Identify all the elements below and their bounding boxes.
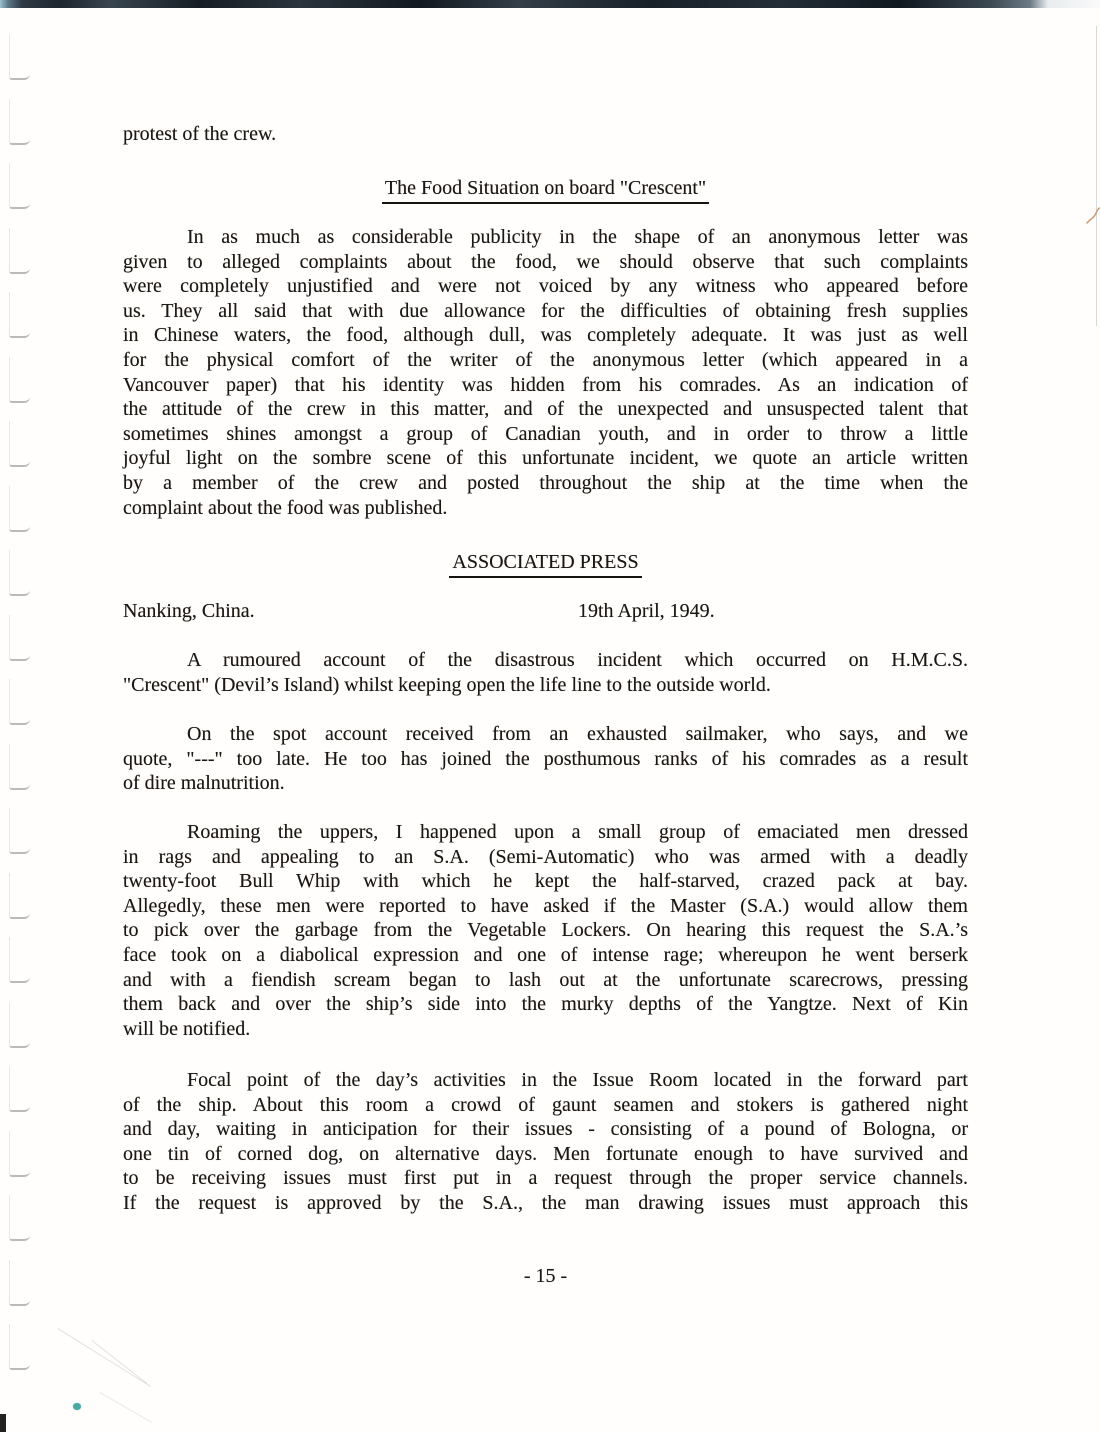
paragraph-line: In as much as considerable publicity in the shape of an anonymous letter was [187, 226, 968, 248]
binding-mark [9, 99, 30, 145]
paragraph-line: to pick over the garbage from the Vegetable Lockers. On hearing this request the S.A.’s [123, 919, 968, 942]
paragraph-line: of dire malnutrition. [123, 772, 285, 795]
paragraph-line: joyful light on the sombre scene of this unfortunate incident, we quote an article written [123, 447, 968, 470]
paragraph-line: by a member of the crew and posted throughout the ship at the time when the [123, 471, 968, 494]
section-heading-block [123, 176, 968, 204]
continuation-line: protest of the crew. [123, 123, 277, 145]
paragraph-line: to be receiving issues must first put in a request through the proper service channels. [123, 1167, 968, 1190]
dateline [123, 599, 968, 624]
paragraph-line: Vancouver paper) that his identity was hidden from his comrades. As an indication of [123, 373, 968, 396]
binding-mark [9, 1066, 30, 1112]
paragraph-line: On the spot account received from an exhausted sailmaker, who says, and we [187, 723, 968, 745]
page-number: - 15 - [523, 1265, 568, 1287]
paper-fiber-squiggle-icon [1084, 203, 1100, 227]
binding-mark [9, 1131, 30, 1177]
binding-mark [9, 615, 30, 661]
page-edge-shadow [1096, 26, 1097, 326]
paragraph-line: given to alleged complaints about the food, we should observe that such complaints [123, 250, 968, 273]
section-heading: The Food Situation on board "Crescent" [382, 176, 709, 204]
binding-mark [9, 808, 30, 854]
binding-mark [9, 228, 30, 274]
binding-mark [9, 486, 30, 532]
binding-mark [9, 1002, 30, 1048]
dateline-place: Nanking, China. [123, 600, 255, 622]
corner-scan-mark [0, 1414, 6, 1432]
paragraph-line: were completely unjustified and were not voiced by any witness who appeared before [123, 275, 968, 298]
paragraph-rumoured [123, 648, 968, 697]
binding-mark [9, 1195, 30, 1241]
binding-mark [9, 873, 30, 919]
paragraph-line: Roaming the uppers, I happened upon a small group of emaciated men dressed [187, 821, 968, 843]
binding-mark [9, 292, 30, 338]
paragraph-line: and day, waiting in anticipation for their issues - consisting of a pound of Bologna, or [123, 1118, 968, 1141]
press-heading: ASSOCIATED PRESS [449, 550, 641, 578]
binding-mark [9, 163, 30, 209]
paragraph-line: face took on a diabolical expression and one of intense rage; whereupon he went berserk [123, 943, 968, 966]
paragraph-line: in rags and appealing to an S.A. (Semi-Automatic) who was armed with a deadly [123, 845, 968, 868]
dateline-date: 19th April, 1949. [578, 600, 715, 622]
paragraph-spot-account [123, 722, 968, 796]
paragraph-line: quote, "---" too late. He too has joined the posthumous ranks of his comrades as a result [123, 747, 968, 770]
binding-mark [9, 1324, 30, 1370]
paragraph-line: one tin of corned dog, on alternative days. Men fortunate enough to have survived and [123, 1142, 968, 1165]
paragraph-line: complaint about the food was published. [123, 496, 448, 519]
press-heading-block [123, 550, 968, 578]
binding-mark [9, 550, 30, 596]
binding-mark [9, 679, 30, 725]
paragraph-line: for the physical comfort of the writer of the anonymous letter (which appeared in a [123, 348, 968, 371]
binding-mark [9, 1260, 30, 1306]
binding-mark [9, 34, 30, 80]
paragraph-focal-point [123, 1068, 968, 1216]
paragraph-line: Allegedly, these men were reported to have asked if the Master (S.A.) would allow them [123, 894, 968, 917]
paragraph-publicity [123, 225, 968, 520]
teal-ink-dot [73, 1403, 81, 1410]
binding-mark [9, 937, 30, 983]
paragraph-line: If the request is approved by the S.A., the man drawing issues must approach this [123, 1191, 968, 1214]
paragraph-line: sometimes shines amongst a group of Canadian youth, and in order to throw a little [123, 422, 968, 445]
paragraph-line: Focal point of the day’s activities in the Issue Room located in the forward part [187, 1069, 968, 1091]
binding-mark [9, 421, 30, 467]
text-column [123, 0, 968, 1432]
paragraph-line: the attitude of the crew in this matter, and of the unexpected and unsuspected talent that [123, 398, 968, 421]
paragraph-line: in Chinese waters, the food, although dull, was completely adequate. It was just as well [123, 324, 968, 347]
binding-mark [9, 357, 30, 403]
paragraph-line: will be notified. [123, 1017, 251, 1040]
paragraph-line: and with a fiendish scream began to lash out at the unfortunate scarecrows, pressing [123, 968, 968, 991]
paragraph-roaming [123, 820, 968, 1041]
paragraph-line: "Crescent" (Devil’s Island) whilst keeping open the life line to the outside world. [123, 673, 771, 696]
paragraph-line: us. They all said that with due allowance for the difficulties of obtaining fresh supplies [123, 299, 968, 322]
paragraph-line: twenty-foot Bull Whip with which he kept the half-starved, crazed pack at bay. [123, 870, 968, 893]
paragraph-line: A rumoured account of the disastrous incident which occurred on H.M.C.S. [187, 649, 968, 671]
binding-mark [9, 744, 30, 790]
paragraph-line: them back and over the ship’s side into the murky depths of the Yangtze. Next of Kin [123, 993, 968, 1016]
continuation-line-block [123, 122, 968, 147]
paragraph-line: of the ship. About this room a crowd of gaunt seamen and stokers is gathered night [123, 1093, 968, 1116]
